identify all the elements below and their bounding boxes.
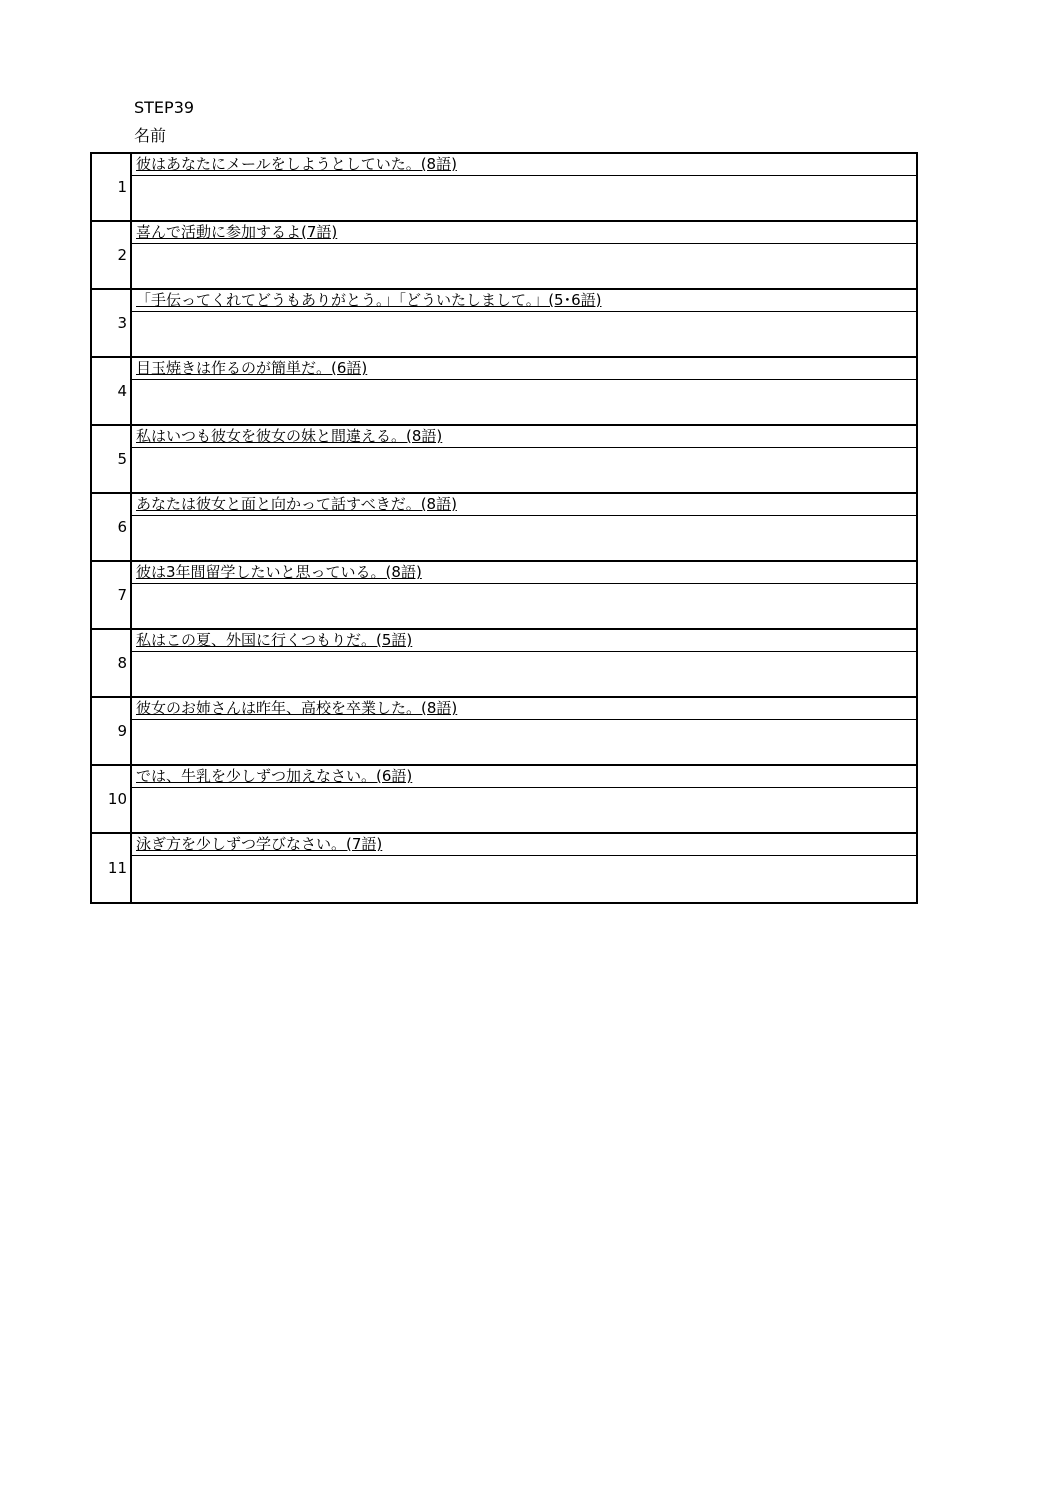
- question-prompt: 彼はあなたにメールをしようとしていた。(8語): [132, 154, 916, 176]
- question-row: [92, 222, 916, 290]
- question-number: 7: [92, 562, 132, 628]
- question-row: [92, 358, 916, 426]
- question-row: [92, 154, 916, 222]
- question-row: [92, 562, 916, 630]
- question-body: [132, 358, 916, 424]
- question-number: 5: [92, 426, 132, 492]
- question-row: [92, 290, 916, 358]
- question-number: 6: [92, 494, 132, 560]
- answer-cell[interactable]: [132, 652, 916, 696]
- question-prompt: 私はいつも彼女を彼女の妹と間違える。(8語): [132, 426, 916, 448]
- answer-cell[interactable]: [132, 788, 916, 832]
- question-body: [132, 290, 916, 356]
- answer-cell[interactable]: [132, 856, 916, 902]
- question-prompt: では、牛乳を少しずつ加えなさい。(6語): [132, 766, 916, 788]
- question-prompt: 泳ぎ方を少しずつ学びなさい。(7語): [132, 834, 916, 856]
- worksheet-title: STEP39: [134, 98, 195, 117]
- question-body: [132, 494, 916, 560]
- question-number: 11: [92, 834, 132, 902]
- question-row: [92, 630, 916, 698]
- question-body: [132, 562, 916, 628]
- question-prompt: 彼は3年間留学したいと思っている。(8語): [132, 562, 916, 584]
- question-number: 10: [92, 766, 132, 832]
- name-label: 名前: [134, 126, 167, 145]
- answer-cell[interactable]: [132, 448, 916, 492]
- question-prompt: 目玉焼きは作るのが簡単だ。(6語): [132, 358, 916, 380]
- question-prompt: 私はこの夏、外国に行くつもりだ。(5語): [132, 630, 916, 652]
- question-number: 1: [92, 154, 132, 220]
- question-row: [92, 766, 916, 834]
- answer-cell[interactable]: [132, 516, 916, 560]
- question-body: [132, 766, 916, 832]
- question-row: [92, 426, 916, 494]
- question-number: 8: [92, 630, 132, 696]
- question-prompt: 「手伝ってくれてどうもありがとう。」「どういたしまして。」(5･6語): [132, 290, 916, 312]
- answer-cell[interactable]: [132, 244, 916, 288]
- answer-cell[interactable]: [132, 720, 916, 764]
- answer-cell[interactable]: [132, 584, 916, 628]
- question-body: [132, 834, 916, 902]
- answer-cell[interactable]: [132, 312, 916, 356]
- question-number: 3: [92, 290, 132, 356]
- question-prompt: 喜んで活動に参加するよ(7語): [132, 222, 916, 244]
- question-body: [132, 426, 916, 492]
- question-number: 4: [92, 358, 132, 424]
- question-number: 9: [92, 698, 132, 764]
- question-prompt: あなたは彼女と面と向かって話すべきだ。(8語): [132, 494, 916, 516]
- question-table: [90, 152, 918, 904]
- question-row: [92, 494, 916, 562]
- question-body: [132, 698, 916, 764]
- question-body: [132, 154, 916, 220]
- answer-cell[interactable]: [132, 380, 916, 424]
- answer-cell[interactable]: [132, 176, 916, 220]
- question-number: 2: [92, 222, 132, 288]
- question-body: [132, 222, 916, 288]
- question-body: [132, 630, 916, 696]
- question-prompt: 彼女のお姉さんは昨年、高校を卒業した。(8語): [132, 698, 916, 720]
- question-row: [92, 698, 916, 766]
- question-row: [92, 834, 916, 902]
